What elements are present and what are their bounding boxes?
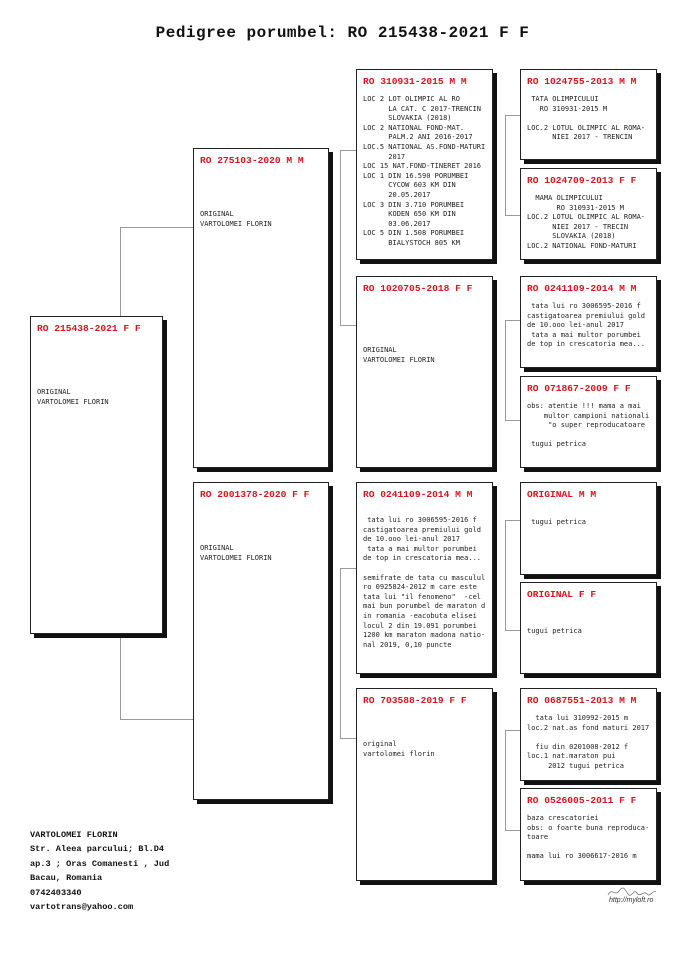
pedigree-card-subject <box>30 316 163 634</box>
pedigree-card-sds <box>520 276 657 368</box>
footer-url: http://myloft.ro <box>609 897 654 904</box>
connector-line <box>505 320 506 420</box>
connector-line <box>505 730 520 731</box>
card-notes: ORIGINAL VARTOLOMEI FLORIN <box>200 210 272 228</box>
owner-address-line: Str. Aleea parcului; Bl.D4 <box>30 844 165 855</box>
connector-line <box>340 568 356 569</box>
ring-number: RO 1024709-2013 F F <box>527 175 637 186</box>
connector-line <box>505 115 506 215</box>
card-notes: tugui petrica <box>527 627 582 636</box>
connector-line <box>340 150 341 325</box>
ring-number: RO 275103-2020 M M <box>200 155 304 166</box>
card-notes: ORIGINAL VARTOLOMEI FLORIN <box>37 388 109 406</box>
pedigree-card-dds <box>520 688 657 781</box>
ring-number: RO 2001378-2020 F F <box>200 489 310 500</box>
connector-line <box>505 520 520 521</box>
card-notes: ORIGINAL VARTOLOMEI FLORIN <box>363 346 435 364</box>
owner-phone: 0742403340 <box>30 887 82 898</box>
pedigree-card-sire-dam <box>356 276 493 468</box>
pedigree-card-dsd <box>520 582 657 674</box>
ring-number: RO 703588-2019 F F <box>363 695 467 706</box>
connector-line <box>505 730 506 830</box>
page-title: Pedigree porumbel: RO 215438-2021 F F <box>155 24 530 42</box>
connector-line <box>505 320 520 321</box>
card-notes: original vartolomei florin <box>363 740 435 758</box>
card-notes: ORIGINAL VARTOLOMEI FLORIN <box>200 544 272 562</box>
ring-number: RO 0241109-2014 M M <box>527 283 637 294</box>
connector-line <box>120 719 193 720</box>
connector-line <box>505 420 520 421</box>
ring-number: RO 0687551-2013 M M <box>527 695 637 706</box>
card-notes: tata lui ro 3006595-2016 f castigatoarea premiului gold de 10.ooo lei-anul 2017 tata a mai multor porumbei de top in crescatoria mea... semifrate de tata cu masculul ro 0925824-2012 m care este tata lui "il fenomeno" -cel mai bun porumbel de maraton d in romania -eacobuta elisei locul 2 din 19.091 porumbei 1200 km maraton madona natio- nal 2019, 0,10 puncte <box>363 516 486 649</box>
connector-line <box>505 520 506 630</box>
connector-line <box>340 568 341 738</box>
connector-line <box>120 227 193 228</box>
connector-line <box>340 150 356 151</box>
owner-address-line: ap.3 ; Oras Comanesti , Jud <box>30 858 170 869</box>
card-notes: baza crescatoriei obs: o foarte buna reproduca- toare mama lui ro 3006617-2016 m <box>527 814 650 861</box>
owner-name: VARTOLOMEI FLORIN <box>30 830 118 840</box>
owner-address-line: Bacau, Romania <box>30 873 103 884</box>
card-notes: tata lui 310992-2015 m loc.2 nat.as fond maturi 2017 fiu din 0201008-2012 f loc.1 nat.maraton pui 2012 tugui petrica <box>527 714 650 770</box>
pedigree-card-ddd <box>520 788 657 881</box>
card-notes: tata lui ro 3006595-2016 f castigatoarea premiului gold de 10.ooo lei-anul 2017 tata a mai multor porumbei de top in crescatoria mea... <box>527 302 646 349</box>
connector-line <box>340 738 356 739</box>
card-notes: tugui petrica <box>531 517 587 526</box>
pedigree-card-sire <box>193 148 329 468</box>
owner-contact <box>30 828 169 914</box>
pedigree-card-dam <box>193 482 329 800</box>
pedigree-card-ssd <box>520 168 657 260</box>
connector-line <box>340 325 356 326</box>
ring-number: RO 0241109-2014 M M <box>363 489 473 500</box>
connector-line <box>505 830 520 831</box>
ring-number: RO 1024755-2013 M M <box>527 76 637 87</box>
ring-number: RO 1020705-2018 F F <box>363 283 473 294</box>
ring-number: RO 310931-2015 M M <box>363 76 467 87</box>
pedigree-card-sire-sire <box>356 69 493 260</box>
pedigree-card-dss <box>520 482 657 575</box>
card-notes: TATA OLIMPICULUI RO 310931-2015 M LOC.2 LOTUL OLIMPIC AL ROMA- NIEI 2017 - TRENCIN <box>527 95 646 142</box>
owner-email: vartotrans@yahoo.com <box>30 902 134 913</box>
pedigree-card-sss <box>520 69 657 160</box>
ring-number: RO 215438-2021 F F <box>37 323 141 334</box>
connector-line <box>505 630 520 631</box>
card-notes: MAMA OLIMPICULUI RO 310931-2015 M LOC.2 LOTUL OLIMPIC AL ROMA- NIEI 2017 - TRECIN SLOVAKIA (2018) LOC.2 NATIONAL FOND-MATURI <box>527 194 646 250</box>
ring-number: ORIGINAL M M <box>527 489 597 500</box>
card-notes: obs: atentie !!! mama a mai multor campioni nationali "o super reproducatoare tugui petrica <box>527 402 650 449</box>
ring-number: RO 071867-2009 F F <box>527 383 631 394</box>
ring-number: ORIGINAL F F <box>527 589 597 600</box>
connector-line <box>505 215 520 216</box>
ring-number: RO 0526005-2011 F F <box>527 795 637 806</box>
pedigree-card-sdd <box>520 376 657 468</box>
pedigree-card-dam-sire <box>356 482 493 674</box>
connector-line <box>505 115 520 116</box>
card-notes: LOC 2 LOT OLIMPIC AL RO LA CAT. C 2017-TRENCIN SLOVAKIA (2018) LOC 2 NATIONAL FOND-MAT. PALM.2 ANI 2016-2017 LOC.5 NATIONAL AS.FOND-MATURI 2017 LOC 15 NAT.FOND-TINERET 2016 LOC 1 DIN 16.590 PORUMBEI CYCOW 603 KM DIN 20.05.2017 LOC 3 DIN 3.710 PORUMBEI KODEN 650 KM DIN 03.06.2017 LOC 5 DIN 1.508 PORUMBEI BIALYSTOCH 805 KM <box>363 95 486 247</box>
pedigree-card-dam-dam <box>356 688 493 881</box>
